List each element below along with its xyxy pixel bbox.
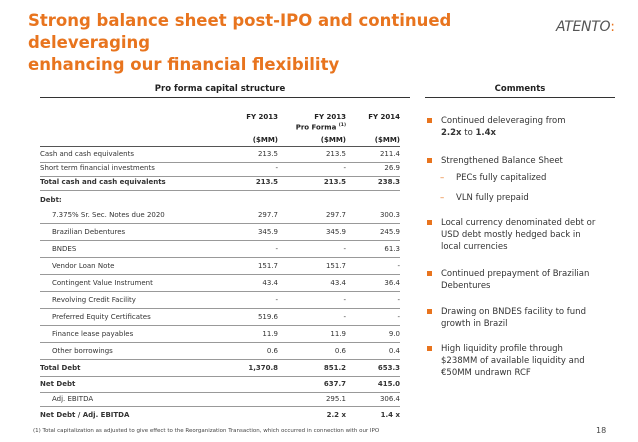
col2-mid [286, 123, 346, 131]
bullet-square-icon [427, 271, 432, 276]
footnote: (1) Total capitalization as adjusted to give effect to the Reorganization Transaction, which occurred in connection with our IPO [33, 428, 380, 434]
dash-icon: – [440, 173, 445, 183]
table-row-total-debt: Total Debt 1,370.8 851.2 653.3 [40, 361, 400, 377]
col1-top: FY 2013 [246, 113, 278, 121]
bullet-square-icon [427, 346, 432, 351]
bullet-square-icon [427, 158, 432, 163]
col1-unit: ($MM) [252, 136, 278, 144]
table-row: Revolving Credit Facility - - - [40, 293, 400, 309]
right-section-header: Comments [494, 84, 546, 94]
title-line-2: enhancing our financial flexibility [28, 55, 340, 74]
table-row: Brazilian Debentures 345.9 345.9 245.9 [40, 225, 400, 241]
net-debt-ratio-row: Net Debt / Adj. EBITDA 2.2 x 1.4 x [40, 411, 400, 419]
col2-unit: ($MM) [320, 136, 346, 144]
col2-footnote-ref: (1) [338, 123, 346, 128]
bullet-square-icon [427, 118, 432, 123]
left-section-header: Pro forma capital structure [154, 84, 286, 94]
table-row: Contingent Value Instrument 43.4 43.4 36.4 [40, 276, 400, 292]
table-row: Preferred Equity Certificates 519.6 - - [40, 310, 400, 326]
right-header-divider [425, 97, 615, 98]
table-row-debt-heading: Debt: [40, 196, 62, 204]
table-row: Finance lease payables 11.9 11.9 9.0 [40, 327, 400, 343]
bullet-square-icon [427, 309, 432, 314]
col3-unit: ($MM) [374, 136, 400, 144]
title-line-1: Strong balance sheet post-IPO and continued deleveraging [28, 11, 452, 52]
col2-mid-text: Pro Forma [295, 123, 337, 132]
table-row-net-debt: Net Debt 637.7 415.0 [40, 377, 400, 393]
col3-top: FY 2014 [368, 113, 400, 121]
table-row-adj-ebitda: Adj. EBITDA 295.1 306.4 [40, 392, 400, 407]
left-header-divider [40, 97, 410, 98]
atento-logo: ATENTO: [556, 19, 615, 35]
table-row: Vendor Loan Note 151.7 151.7 - [40, 259, 400, 275]
col2-top: FY 2013 [314, 113, 346, 121]
logo-text: ATENTO [556, 19, 611, 35]
bullet-square-icon [427, 220, 432, 225]
table-row: Other borrowings 0.6 0.6 0.4 [40, 344, 400, 360]
page-number: 18 [596, 426, 607, 435]
table-row: Short term financial investments - - 26.9 [40, 161, 400, 177]
table-row: Cash and cash equivalents 213.5 213.5 211.4 [40, 146, 400, 163]
table-row: BNDES - - 61.3 [40, 242, 400, 258]
page-title [28, 10, 568, 76]
table-row-total-cash: Total cash and cash equivalents 213.5 213.5 238.3 [40, 175, 400, 191]
dash-icon: – [440, 193, 445, 203]
table-row: 7.375% Sr. Sec. Notes due 2020 297.7 297.7 300.3 [40, 208, 400, 224]
